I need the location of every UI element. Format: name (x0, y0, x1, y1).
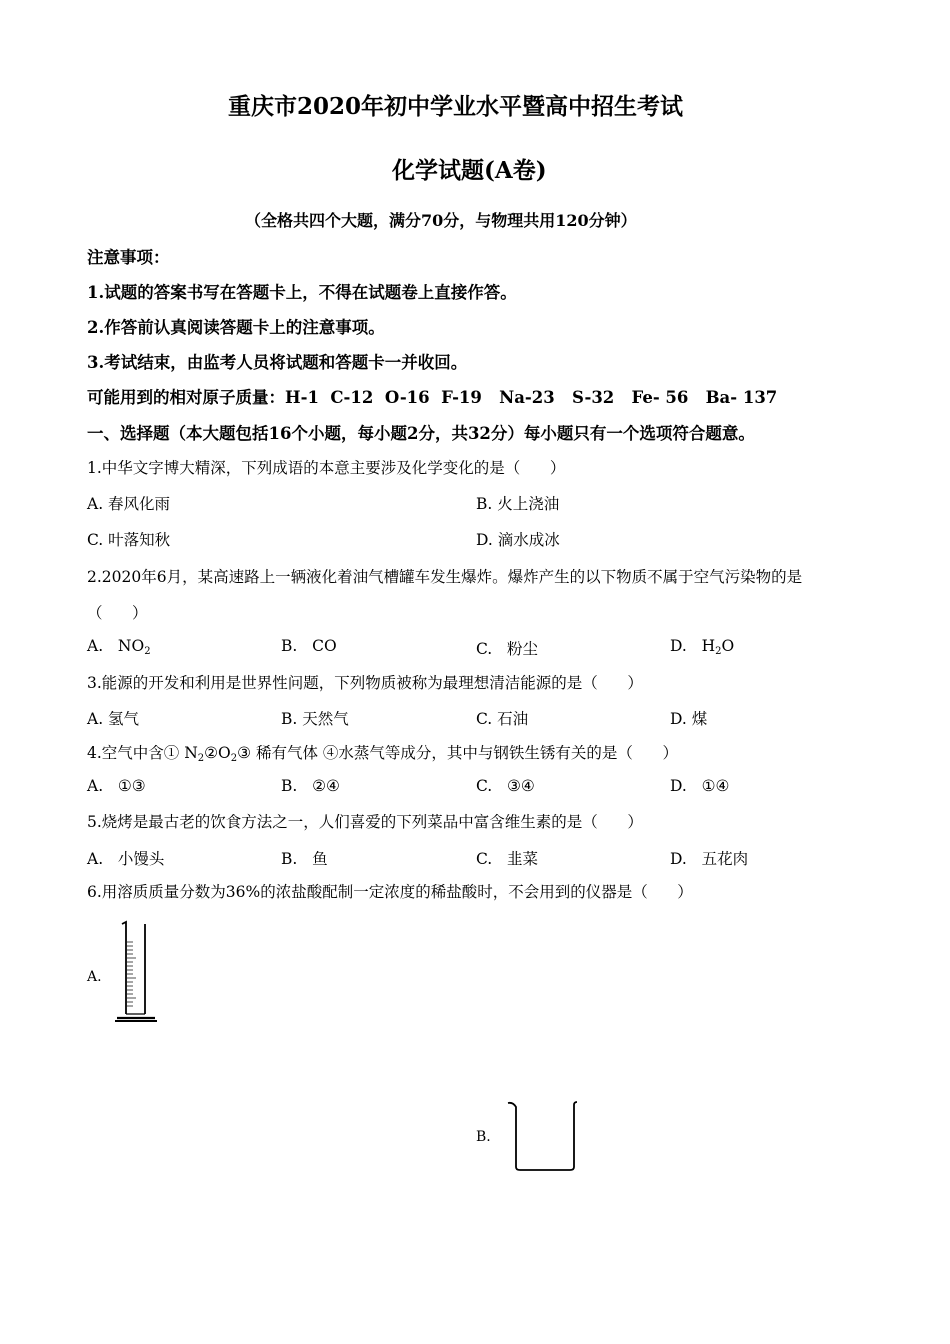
exam-note: （全格共四个大题，满分70分，与物理共用120分钟） (245, 211, 637, 230)
option-c: C. 韭菜 (476, 850, 539, 868)
instruction-item: 2.作答前认真阅读答题卡上的注意事项。 (87, 318, 385, 337)
option-a: A. $NO_2$ (87, 637, 151, 657)
option-c: C. ③④ (476, 777, 535, 795)
option-d: D. $H_2O$ (670, 637, 735, 657)
option-a: A. 春风化雨 (87, 495, 171, 513)
option-a-label: A. (87, 969, 102, 985)
option-a: A. ①③ (87, 777, 146, 795)
option-b-label: B. (476, 1129, 491, 1145)
section-heading: 一、选择题（本大题包括16个小题，每小题2分，共32分）每小题只有一个选项符合题意。 (87, 424, 755, 443)
beaker-icon (505, 1099, 580, 1175)
instruction-item: 3.考试结束，由监考人员将试题和答题卡一并收回。 (87, 353, 468, 372)
option-d: D. 煤 (670, 710, 708, 728)
instructions-heading: 注意事项： (87, 248, 170, 267)
option-d: D. 滴水成冰 (476, 531, 560, 549)
option-b: B. CO (281, 637, 337, 655)
question-stem: 5.烧烤是最古老的饮食方法之一，人们喜爱的下列菜品中富含维生素的是（ ） (87, 813, 643, 831)
option-c: C. 石油 (476, 710, 529, 728)
instruction-item: 1.试题的答案书写在答题卡上，不得在试题卷上直接作答。 (87, 283, 517, 302)
option-d: D. 五花肉 (670, 850, 749, 868)
option-b: B. 鱼 (281, 850, 328, 868)
question-stem: 1.中华文字博大精深，下列成语的本意主要涉及化学变化的是（ ） (87, 459, 566, 477)
option-c: C. 粉尘 (476, 640, 539, 658)
option-a: A. 氢气 (87, 710, 140, 728)
question-stem: 2.2020年6月，某高速路上一辆液化着油气槽罐车发生爆炸。爆炸产生的以下物质不属于空气污染物的是 (87, 568, 803, 586)
option-d: D. ①④ (670, 777, 730, 795)
atomic-mass-line: 可能用到的相对原子质量：H-1 C-12 O-16 F-19 Na-23 S-32 Fe- 56 Ba- 137 (87, 388, 778, 407)
option-a: A. 小馒头 (87, 850, 165, 868)
option-c: C. 叶落知秋 (87, 531, 171, 549)
option-b: B. 天然气 (281, 710, 349, 728)
option-b: B. ②④ (281, 777, 340, 795)
exam-subtitle: 化学试题(A卷) (392, 157, 547, 184)
question-stem: 4.空气中含① $N_2②O_2③$ 稀有气体 ④水蒸气等成分，其中与钢铁生锈有关的是（ ） (87, 744, 678, 764)
option-b: B. 火上浇油 (476, 495, 560, 513)
question-stem-cont: （ ） (87, 604, 148, 622)
question-stem: 3.能源的开发和利用是世界性问题，下列物质被称为最理想清洁能源的是（ ） (87, 674, 643, 692)
question-stem: 6.用溶质质量分数为36%的浓盐酸配制一定浓度的稀盐酸时，不会用到的仪器是（ ） (87, 883, 693, 901)
graduated-cylinder-icon (112, 920, 160, 1026)
exam-title: 重庆市2020年初中学业水平暨高中招生考试 (228, 93, 684, 120)
